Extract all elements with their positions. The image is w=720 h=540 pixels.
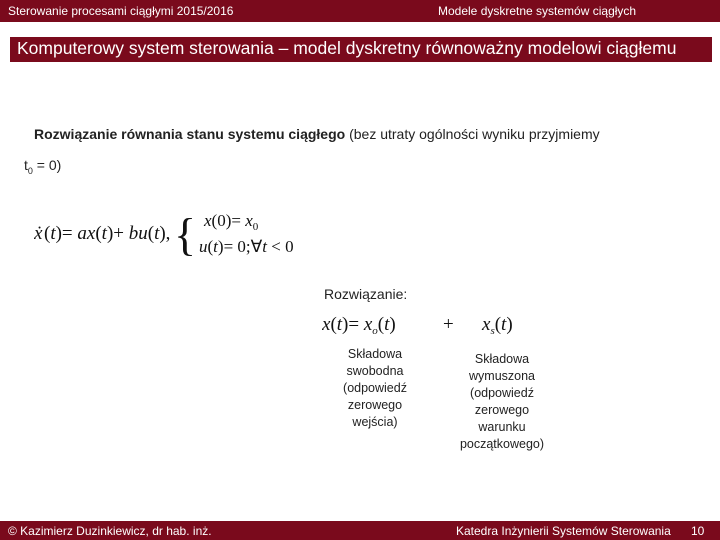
slide-title: Komputerowy system sterowania – model dyskretny równoważny modelowi ciągłemu [17, 38, 677, 58]
free-line: zerowego [347, 398, 403, 412]
svg-text:ẋ: ẋ [34, 223, 43, 244]
svg-text:(t)= ax(t)+ bu(t),: (t)= ax(t)+ bu(t), [44, 223, 171, 244]
state-equation-formula [34, 204, 296, 262]
intro-rest-text: (bez utraty ogólności wyniku przyjmiemy [345, 126, 600, 142]
free-component-description [334, 346, 416, 431]
page-number: 10 [691, 524, 705, 538]
forced-line: (odpowiedź [470, 386, 534, 400]
forced-line: warunku [478, 420, 526, 434]
course-title: Sterowanie procesami ciągłymi 2015/2016 [8, 4, 234, 18]
free-line: swobodna [346, 364, 404, 378]
svg-text:xs(t): $x_s(t)$ [482, 314, 513, 337]
svg-text:x(0)= x0: $x(0)= x_0$ [204, 211, 259, 233]
solution-formula [322, 308, 532, 340]
department-name: Katedra Inżynierii Systemów Sterowania [456, 524, 671, 538]
slide-footer [0, 521, 720, 540]
topic-title: Modele dyskretne systemów ciągłych [438, 4, 637, 18]
slide-title-bar [10, 37, 712, 62]
free-line: Składowa [347, 347, 403, 361]
intro-paragraph [34, 126, 600, 142]
svg-text:{: { [174, 209, 197, 260]
intro-continuation [24, 157, 61, 176]
intro-bold-text: Rozwiązanie równania stanu systemu ciągłego [34, 126, 346, 142]
svg-text:u(t)= 0;∀t < 0: u(t)= 0;∀t < 0 [199, 237, 294, 256]
forced-line: początkowego) [459, 437, 545, 451]
intro-end-text: = 0) [32, 157, 62, 173]
free-line: wejścia) [352, 415, 398, 429]
svg-text:x(t)= xo(t): $x(t)= x_o(t)$ [322, 314, 396, 337]
forced-line: wymuszona [469, 369, 535, 383]
intro-t-subscript: 0 [27, 165, 33, 176]
free-line: (odpowiedź [343, 381, 407, 395]
forced-component-description [450, 351, 554, 453]
svg-text:+: + [443, 314, 454, 335]
slide-header [0, 0, 720, 22]
solution-label: Rozwiązanie: [324, 286, 408, 302]
forced-line: zerowego [474, 403, 530, 417]
intro-t: t [24, 157, 28, 173]
author-credit: © Kazimierz Duzinkiewicz, dr hab. inż. [8, 524, 212, 538]
forced-line: Składowa [474, 352, 530, 366]
